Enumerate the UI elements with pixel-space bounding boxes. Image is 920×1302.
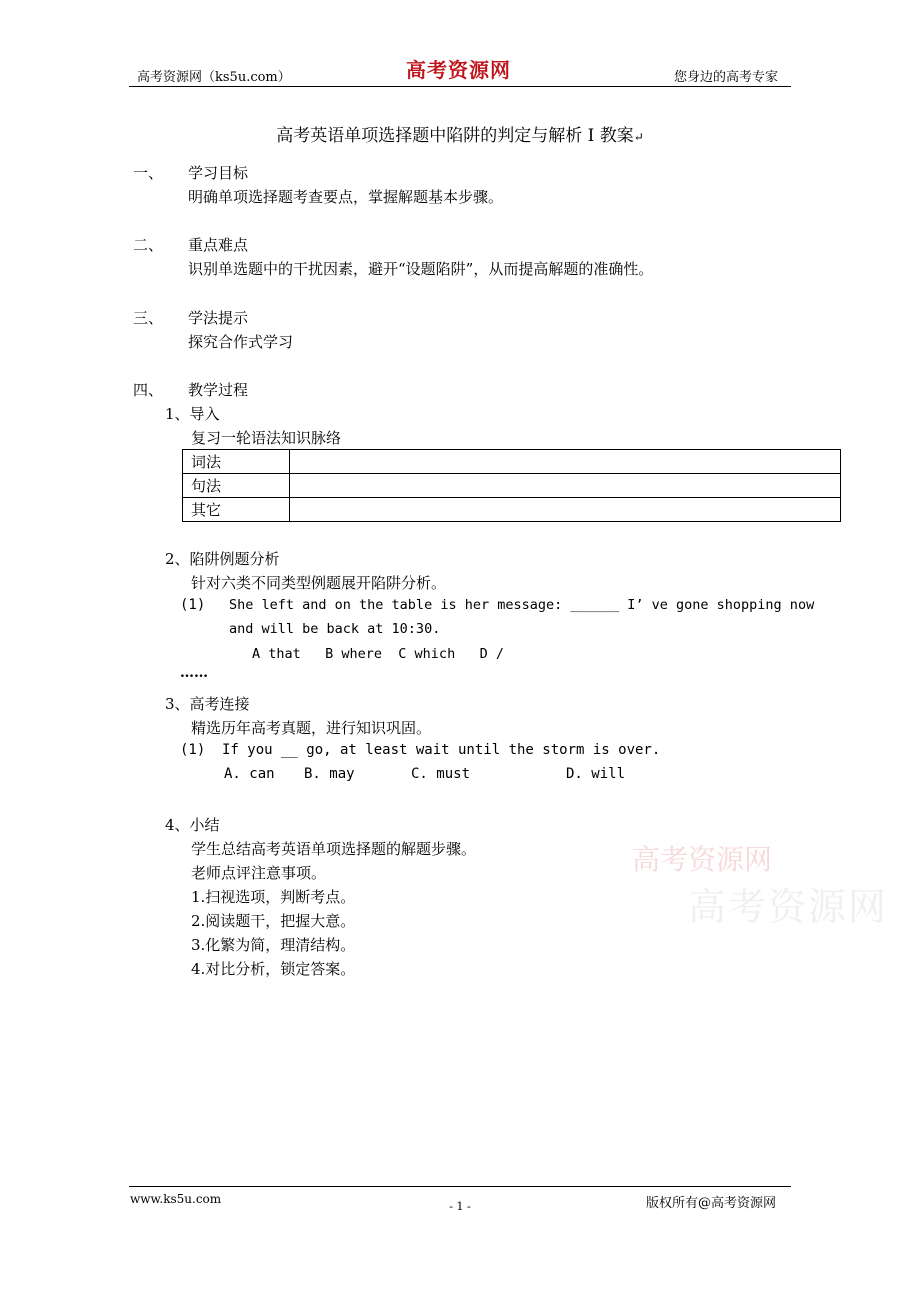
section-2-body: 识别单选题中的干扰因素，避开“设题陷阱”，从而提高解题的准确性。	[188, 260, 654, 278]
step-4-line-1: 学生总结高考英语单项选择题的解题步骤。	[191, 840, 477, 858]
table-cell-empty	[290, 474, 841, 498]
step-1-label: 1、导入	[165, 405, 220, 423]
summary-step: 3.化繁为简，理清结构。	[191, 936, 356, 954]
section-4-heading: 教学过程	[188, 381, 249, 399]
exam-question-text: If you __ go, at least wait until the storm is over.	[222, 742, 661, 758]
step-2-intro: 针对六类不同类型例题展开陷阱分析。	[191, 574, 447, 592]
table-cell-label: 词法	[183, 450, 290, 474]
ellipsis: ……	[180, 665, 208, 681]
footer-divider	[129, 1186, 791, 1187]
watermark-line-1: 高考资源网	[632, 843, 773, 876]
exam-option-b: B. may	[304, 766, 355, 782]
summary-step: 4.对比分析，锁定答案。	[191, 960, 356, 978]
step-1-intro: 复习一轮语法知识脉络	[191, 429, 342, 447]
step-3-intro: 精选历年高考真题，进行知识巩固。	[191, 719, 432, 737]
example-question-line-2: and will be back at 10:30.	[229, 621, 441, 637]
header-logo: 高考资源网	[406, 58, 511, 82]
example-question-options: A that B where C which D /	[252, 646, 504, 662]
exam-option-d: D. will	[566, 766, 626, 782]
table-cell-empty	[290, 498, 841, 522]
step-4-line-2: 老师点评注意事项。	[191, 864, 327, 882]
section-3-heading: 学法提示	[188, 309, 249, 327]
paragraph-mark-icon: ↵	[633, 130, 644, 144]
table-cell-empty	[290, 450, 841, 474]
grammar-table	[182, 449, 841, 522]
header-divider	[129, 86, 791, 87]
watermark-line-2: 高考资源网	[688, 885, 889, 929]
section-1-body: 明确单项选择题考查要点，掌握解题基本步骤。	[188, 188, 504, 206]
page-title	[0, 121, 920, 146]
exam-option-c: C. must	[411, 766, 471, 782]
step-3-label: 3、高考连接	[165, 695, 250, 713]
section-2-heading: 重点难点	[188, 236, 249, 254]
page-number: - 1 -	[449, 1200, 471, 1213]
table-row	[183, 474, 841, 498]
title-text: 高考英语单项选择题中陷阱的判定与解析 I 教案	[276, 126, 634, 146]
header-slogan: 您身边的高考专家	[674, 70, 779, 85]
table-cell-label: 句法	[183, 474, 290, 498]
section-2-number: 二、	[133, 236, 164, 254]
example-question-number: (1)	[180, 597, 206, 613]
table-row	[183, 498, 841, 522]
step-4-label: 4、小结	[165, 816, 220, 834]
footer-copyright: 版权所有@高考资源网	[646, 1196, 777, 1211]
section-1-number: 一、	[133, 164, 164, 182]
step-2-label: 2、陷阱例题分析	[165, 550, 280, 568]
table-cell-label: 其它	[183, 498, 290, 522]
summary-step: 1.扫视选项，判断考点。	[191, 888, 356, 906]
section-4-number: 四、	[133, 381, 164, 399]
example-question-line-1: She left and on the table is her message: ______ I’ ve gone shopping now	[229, 597, 815, 613]
section-1-heading: 学习目标	[188, 164, 249, 182]
section-3-number: 三、	[133, 309, 164, 327]
footer-site-link[interactable]: www.ks5u.com	[130, 1192, 222, 1206]
summary-step: 2.阅读题干，把握大意。	[191, 912, 356, 930]
section-3-body: 探究合作式学习	[188, 333, 294, 351]
exam-option-a: A. can	[224, 766, 275, 782]
table-row	[183, 450, 841, 474]
exam-question-number: (1)	[180, 742, 206, 758]
header-site-name: 高考资源网（ks5u.com）	[137, 70, 291, 85]
